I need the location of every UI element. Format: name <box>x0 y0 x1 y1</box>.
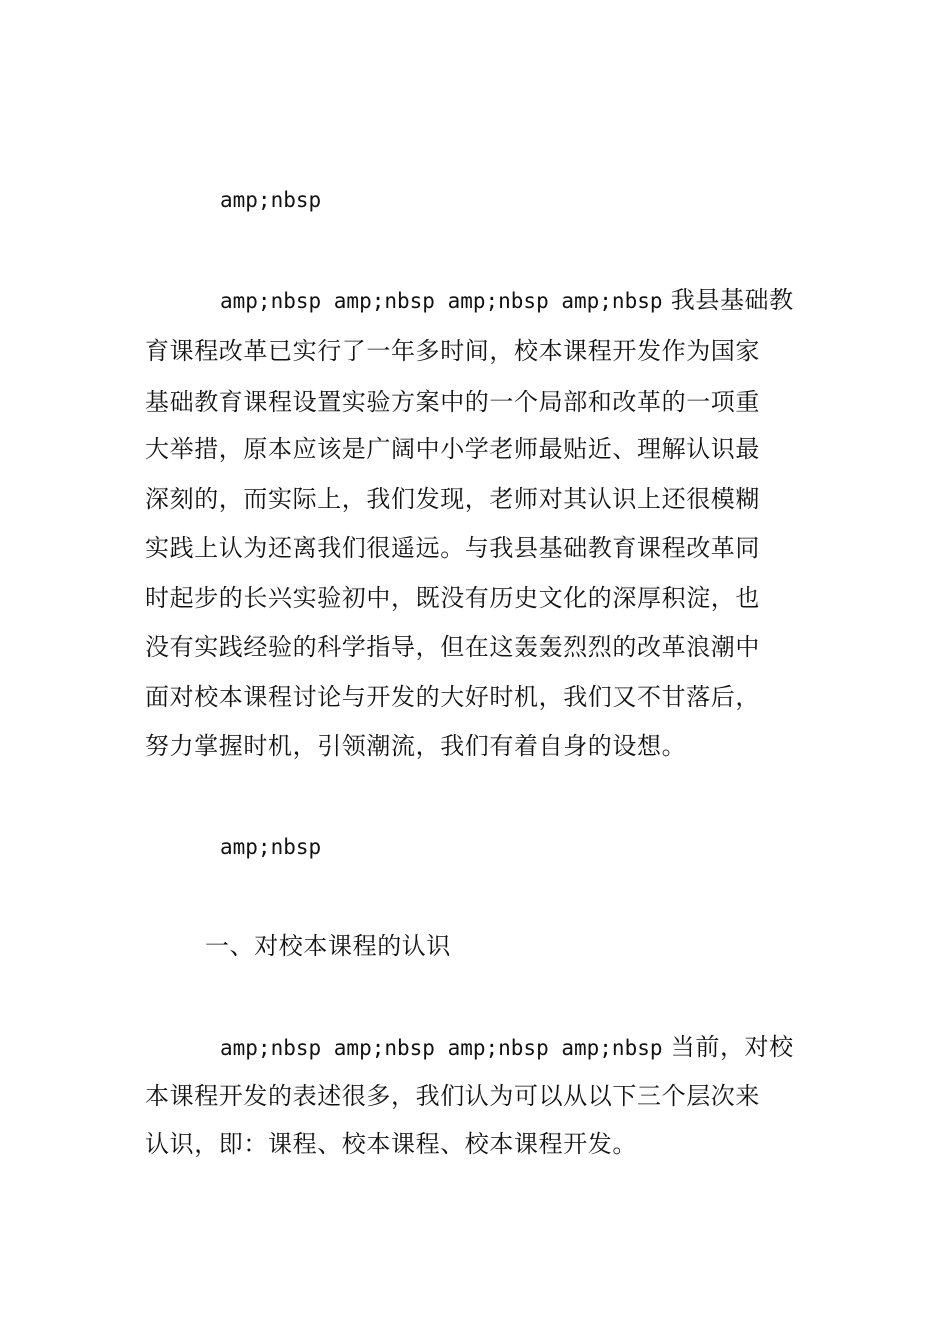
paragraph-prefix: amp;nbsp amp;nbsp amp;nbsp amp;nbsp <box>220 1036 663 1060</box>
paragraph-prefix: amp;nbsp amp;nbsp amp;nbsp amp;nbsp <box>220 289 663 313</box>
paragraph-line: 基础教育课程设置实验方案中的一个局部和改革的一项重 <box>145 388 760 416</box>
paragraph-line: 面对校本课程讨论与开发的大好时机，我们又不甘落后， <box>145 683 760 711</box>
paragraph-line: 没有实践经验的科学指导，但在这轰轰烈烈的改革浪潮中 <box>145 633 760 661</box>
paragraph-first-line <box>220 1035 810 1060</box>
paragraph-line: 本课程开发的表述很多，我们认为可以从以下三个层次来 <box>145 1082 760 1110</box>
paragraph-line: 大举措，原本应该是广阔中小学老师最贴近、理解认识最 <box>145 435 760 463</box>
paragraph-line: 当前，对校 <box>670 1033 794 1061</box>
spacer-text: amp;nbsp <box>220 835 322 859</box>
paragraph-line: 实践上认为还离我们很遥远。与我县基础教育课程改革同 <box>145 534 760 562</box>
paragraph-line: 努力掌握时机，引领潮流，我们有着自身的设想。 <box>145 732 687 760</box>
spacer-text: amp;nbsp <box>220 188 322 212</box>
paragraph-line: 认识，即：课程、校本课程、校本课程开发。 <box>145 1130 637 1158</box>
paragraph-line: 我县基础教 <box>670 286 794 314</box>
paragraph-line: 深刻的，而实际上，我们发现，老师对其认识上还很模糊 <box>145 485 760 513</box>
paragraph-line: 时起步的长兴实验初中，既没有历史文化的深厚积淀，也 <box>145 584 760 612</box>
paragraph-line: 育课程改革已实行了一年多时间，校本课程开发作为国家 <box>145 337 760 365</box>
paragraph-first-line <box>220 288 810 313</box>
section-heading: 一、对校本课程的认识 <box>205 932 451 960</box>
